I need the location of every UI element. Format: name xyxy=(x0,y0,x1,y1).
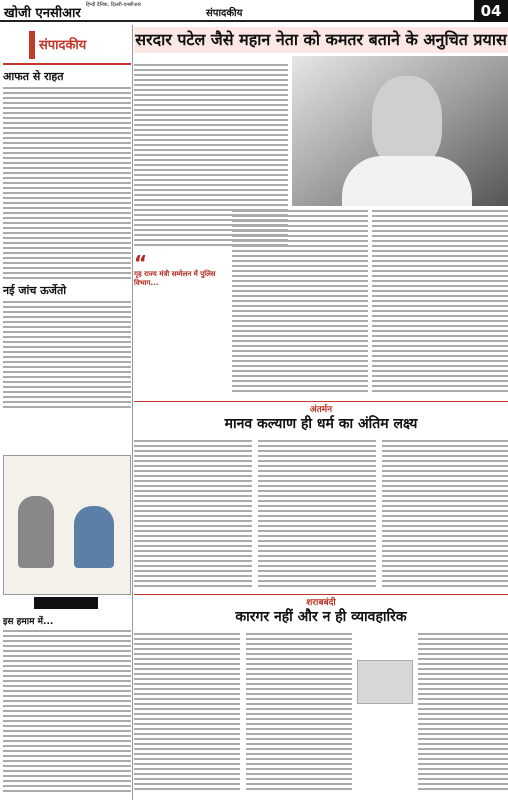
text-block-3 xyxy=(3,630,131,795)
article-col-3 xyxy=(372,210,508,395)
accent-bar xyxy=(29,31,35,59)
pull-quote-text: गृह राज्य मंत्री सम्मेलन में पुलिस विभाग... xyxy=(134,270,216,287)
cartoonist-bar xyxy=(34,597,98,609)
kargar-col-2 xyxy=(246,633,352,793)
manav-col-3 xyxy=(382,440,508,590)
cartoon xyxy=(3,455,131,595)
manav-title: मानव कल्याण ही धर्म का अंतिम लक्ष्य xyxy=(224,416,418,432)
page-number: 04 xyxy=(474,0,508,22)
text-block-2 xyxy=(3,301,131,408)
sharab-label: शराबबंदी xyxy=(134,594,508,606)
sampadkiya-label: संपादकीय xyxy=(39,38,87,53)
left-column xyxy=(3,25,131,411)
column-rule xyxy=(132,25,133,800)
masthead-name: खोजी एनसीआर xyxy=(4,6,81,21)
section-label: संपादकीय xyxy=(206,8,243,19)
editorial-head-1: आफत से राहत xyxy=(3,70,64,83)
masthead-date: हिन्दी दैनिक, दिल्ली-एनसीआर xyxy=(86,2,141,8)
cartoon-figure-1 xyxy=(18,496,54,568)
editorial-head-3: इस हमाम में... xyxy=(3,617,54,627)
kargar-title: कारगर नहीं और न ही व्यावहारिक xyxy=(235,609,407,625)
article-title: सरदार पटेल जैसे महान नेता को कमतर बताने के अनुचित प्रयास xyxy=(134,27,508,53)
editorial-head-2: नई जांच ऊर्जेतो xyxy=(3,284,67,297)
inline-photo xyxy=(357,660,413,704)
text-block-1 xyxy=(3,87,131,279)
cartoon-figure-2 xyxy=(74,506,114,568)
antarman-label: अंतर्मन xyxy=(134,401,508,413)
masthead xyxy=(0,0,508,22)
kargar-col-1 xyxy=(134,633,240,793)
sampadkiya-badge xyxy=(3,25,131,65)
article-col-2 xyxy=(232,210,368,395)
manav-col-2 xyxy=(258,440,376,590)
portrait-face xyxy=(372,76,442,168)
quote-mark-icon: “ xyxy=(134,251,148,275)
manav-col-1 xyxy=(134,440,252,590)
patel-portrait xyxy=(292,56,508,206)
kargar-col-3 xyxy=(418,633,508,793)
pull-quote xyxy=(134,251,229,334)
portrait-body xyxy=(342,156,472,206)
